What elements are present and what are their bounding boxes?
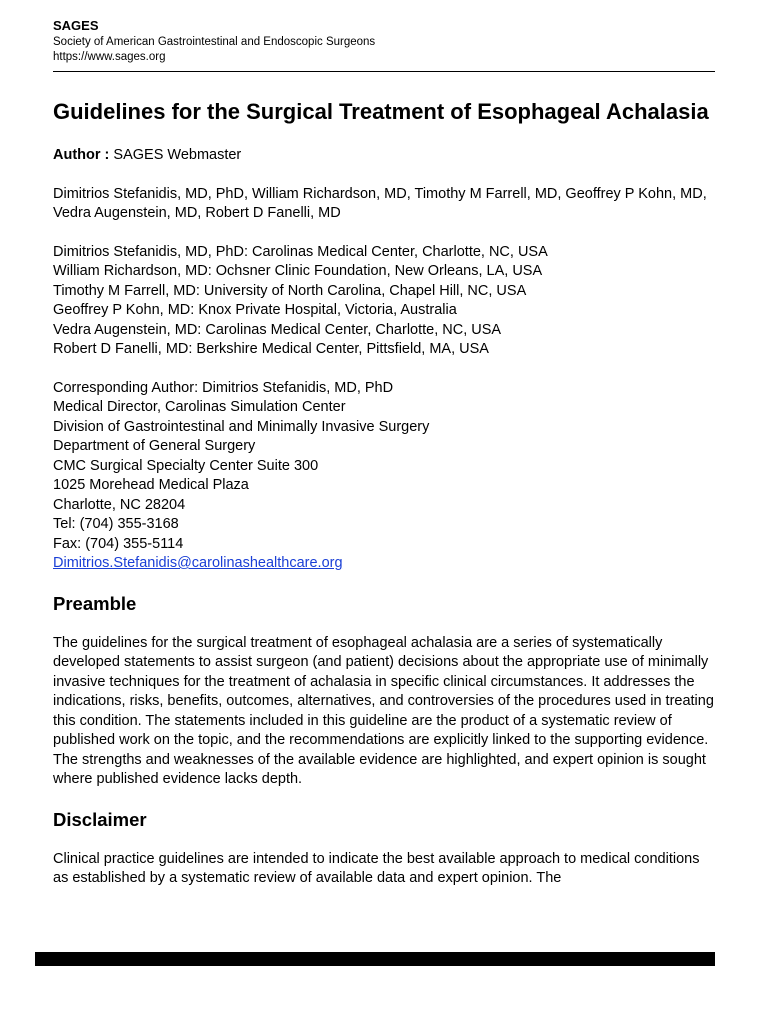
correspondence-line: Corresponding Author: Dimitrios Stefanidis, MD, PhD [53,379,394,396]
affiliation-line: William Richardson, MD: Ochsner Clinic Foundation, New Orleans, LA, USA [53,263,543,279]
org-name: SAGES [53,18,99,33]
correspondence-line: 1025 Morehead Medical Plaza [53,477,249,493]
org-url: https://www.sages.org [53,51,166,63]
affiliation-line: Geoffrey P Kohn, MD: Knox Private Hospital, Victoria, Australia [53,302,457,318]
header-divider [53,71,715,72]
author-line [53,146,717,166]
correspondence-line: Fax: (704) 355-5114 [53,535,184,552]
page-footer-bar [35,952,715,966]
affiliation-line: Dimitrios Stefanidis, MD, PhD: Carolinas Medical Center, Charlotte, NC, USA [53,243,548,260]
correspondence-line: CMC Surgical Specialty Center Suite 300 [53,457,319,474]
preamble-text: The guidelines for the surgical treatment of esophageal achalasia are a series of systematically developed statements to assist surgeon (and patient) decisions about the appropriate use of minimally invasive techniques for the treatment of achalasia in specific clinical circumstances. It addresses the indications, risks, benefits, outcomes, alternatives, and controversies of the procedures used in treating this condition. The statements included in this guideline are the product of a systematic review of published work on the topic, and the recommendations are explicitly linked to the supporting evidence. The strengths and weaknesses of the available evidence are highlighted, and expert opinion is sought where published evidence lacks depth. [53,634,714,787]
section-heading-disclaimer: Disclaimer [53,808,147,830]
correspondence-line: Division of Gastrointestinal and Minimally Invasive Surgery [53,418,430,435]
correspondence-line: Department of General Surgery [53,438,256,454]
affiliation-line: Robert D Fanelli, MD: Berkshire Medical Center, Pittsfield, MA, USA [53,341,489,357]
correspondence-block [53,379,717,574]
affiliation-line: Vedra Augenstein, MD: Carolinas Medical Center, Charlotte, NC, USA [53,321,502,338]
document-body [53,97,717,889]
disclaimer-text: Clinical practice guidelines are intended to indicate the best available approach to medical conditions as established by a systematic review of available data and expert opinion. The [53,850,700,886]
org-full-name: Society of American Gastrointestinal and Endoscopic Surgeons [53,36,376,48]
page-header [53,17,715,65]
section-heading-preamble: Preamble [53,592,137,614]
author-label: Author : [53,147,110,163]
author-value: SAGES Webmaster [113,147,242,163]
correspondence-line: Tel: (704) 355-3168 [53,516,179,532]
email-link[interactable]: Dimitrios.Stefanidis@carolinashealthcare.org [53,555,343,571]
affiliation-line: Timothy M Farrell, MD: University of North Carolina, Chapel Hill, NC, USA [53,282,527,299]
document-title: Guidelines for the Surgical Treatment of Esophageal Achalasia [53,99,709,124]
correspondence-line: Medical Director, Carolinas Simulation Center [53,399,346,415]
affiliations [53,243,717,360]
authors-list: Dimitrios Stefanidis, MD, PhD, William Richardson, MD, Timothy M Farrell, MD, Geoffrey P Kohn, MD, Vedra Augenstein, MD, Robert D Fanelli, MD [53,185,707,221]
correspondence-line: Charlotte, NC 28204 [53,496,186,513]
